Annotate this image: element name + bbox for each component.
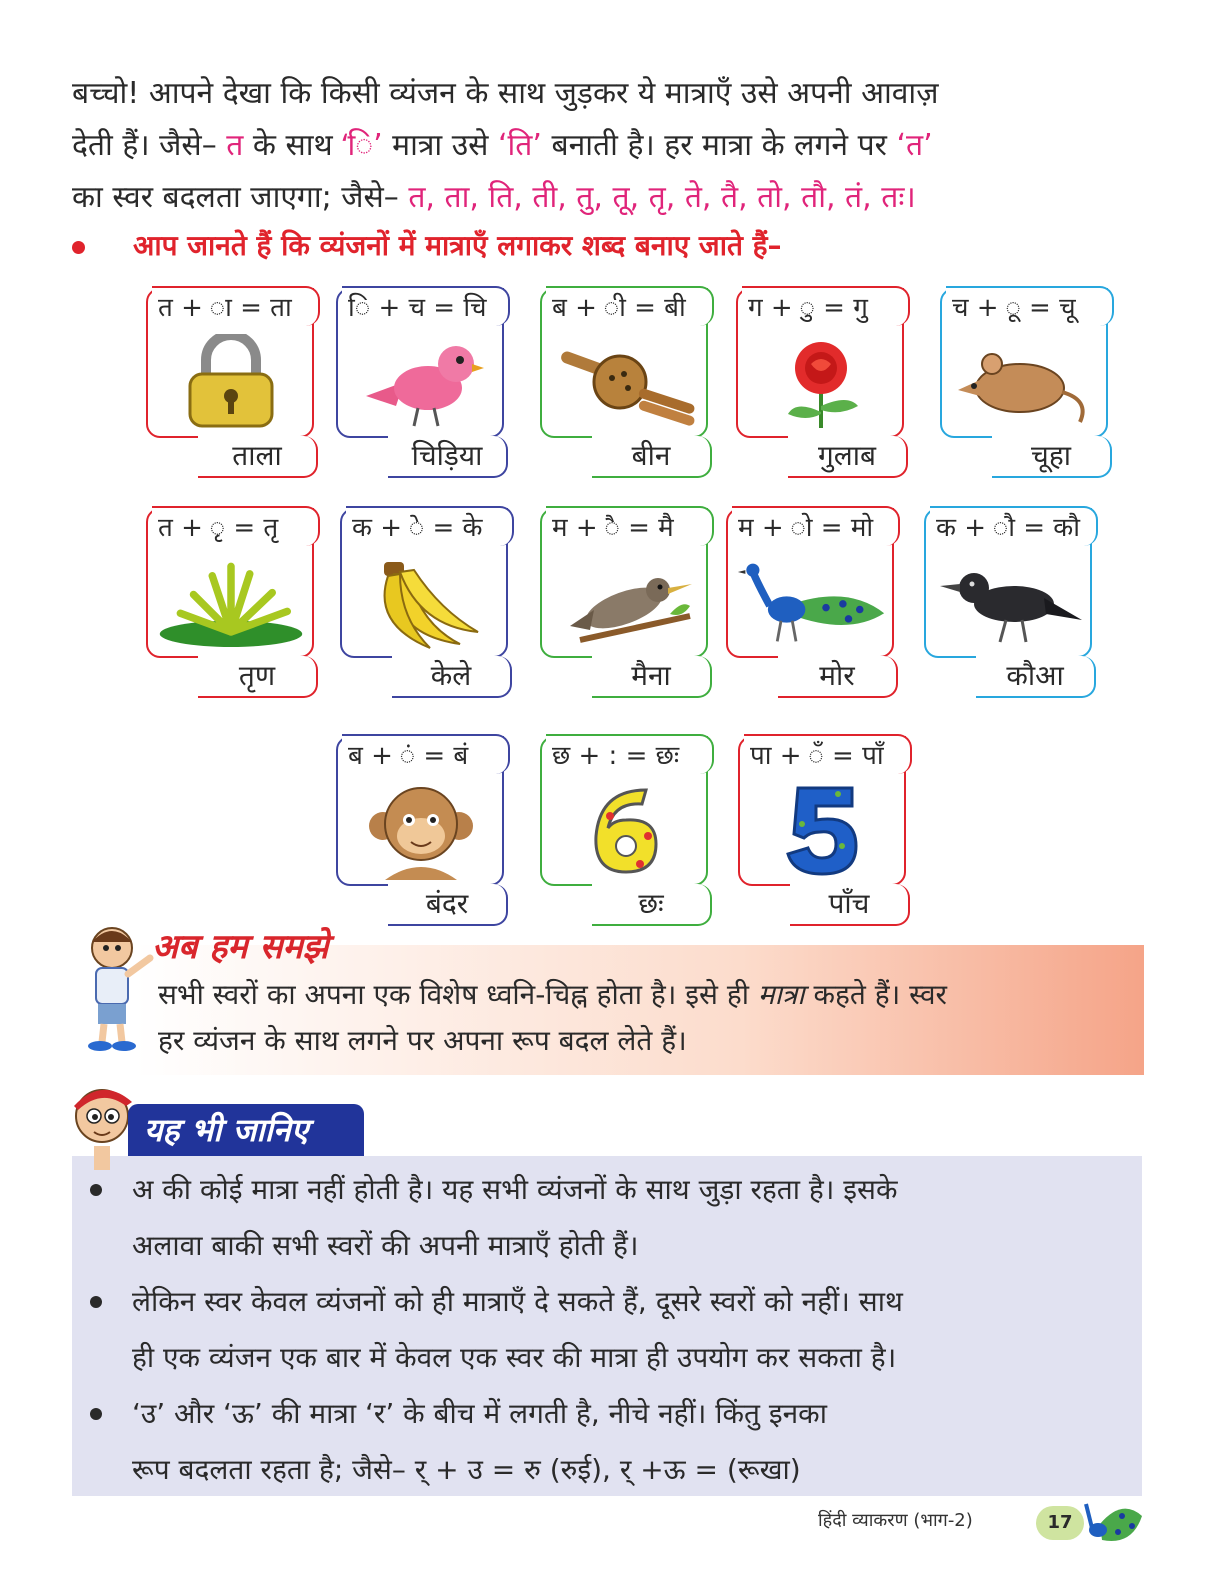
intro-line-1: बच्चो! आपने देखा कि किसी व्यंजन के साथ जुड़कर ये मात्राएँ उसे अपनी आवाज़ (72, 76, 939, 111)
card-equation: च + ू = चू (946, 286, 1114, 326)
been-flute-icon (550, 332, 700, 432)
card-word: तृण (198, 656, 318, 698)
card-equation: ब + ं = बं (342, 734, 510, 774)
page-number: 17 (1036, 1506, 1084, 1540)
card-word: मैना (592, 656, 712, 698)
card-word: गुलाब (788, 436, 908, 478)
card-equation: म + ै = मै (546, 506, 714, 546)
grass-icon (156, 552, 306, 652)
mouse-icon (950, 332, 1100, 432)
yah-bhi-janiye-title: यह भी जानिए (128, 1104, 364, 1156)
card-equation: ि + च = चि (342, 286, 510, 326)
card-word: चिड़िया (388, 436, 508, 478)
number-five-icon (748, 780, 898, 880)
boy-cap-icon (66, 1076, 136, 1174)
intro-paragraph (72, 68, 1147, 224)
list-item: अ की कोई मात्रा नहीं होती है। यह सभी व्यंजनों के साथ जुड़ा रहता है। इसके अलावा बाकी सभी स्वरों की अपनी मात्राएँ होती हैं। (86, 1162, 1136, 1274)
boy-pointing-icon (72, 922, 156, 1056)
crow-icon (934, 552, 1084, 652)
bird-icon (346, 332, 496, 432)
card-equation: ब + ी = बी (546, 286, 714, 326)
card-word: कौआ (976, 656, 1096, 698)
card-equation: क + ौ = कौ (930, 506, 1098, 546)
list-item: लेकिन स्वर केवल व्यंजनों को ही मात्राएँ दे सकते हैं, दूसरे स्वरों को नहीं। साथ ही एक व्यंजन एक बार में केवल एक स्वर की मात्रा ही उपयोग कर सकता है। (86, 1274, 1136, 1386)
number-six-icon (550, 780, 700, 880)
card-equation: पा + ँ = पाँ (744, 734, 912, 774)
card-equation: ग + ु = गु (742, 286, 910, 326)
myna-bird-icon (550, 552, 700, 652)
card-equation: छ + : = छः (546, 734, 714, 774)
card-word: छः (592, 884, 712, 926)
card-word: बंदर (388, 884, 508, 926)
card-word: चूहा (992, 436, 1112, 478)
lock-icon (156, 332, 306, 432)
card-equation: म + ो = मो (732, 506, 900, 546)
intro-line-3: का स्वर बदलता जाएगा; जैसे– त, ता, ति, ती, तु, तू, तृ, ते, तै, तो, तौ, तं, तः। (72, 180, 916, 215)
card-word: पाँच (790, 884, 910, 926)
card-equation: क + े = के (346, 506, 514, 546)
card-word: ताला (198, 436, 318, 478)
intro-line-2: देती हैं। जैसे– त के साथ ‘ि’ मात्रा उसे ‘ति’ बनाती है। हर मात्रा के लगने पर ‘त’ (72, 128, 933, 163)
peacock-footer-icon (1082, 1494, 1142, 1554)
monkey-icon (346, 780, 496, 880)
list-item: ‘उ’ और ‘ऊ’ की मात्रा ‘र’ के बीच में लगती है, नीचे नहीं। किंतु इनका रूप बदलता रहता है; जैसे– र् + उ = रु (रुई), र् +ऊ = (रूखा) (86, 1386, 1136, 1498)
banana-icon (350, 552, 500, 652)
ab-hum-samjhe-text: सभी स्वरों का अपना एक विशेष ध्वनि-चिह्न होता है। इसे ही मात्रा कहते हैं। स्वर हर व्यंजन के साथ लगने पर अपना रूप बदल लेते हैं। (158, 978, 948, 1057)
book-title: हिंदी व्याकरण (भाग-2) (818, 1510, 973, 1531)
yah-bhi-janiye-list (86, 1162, 1136, 1498)
ab-hum-samjhe-title: अब हम समझे (152, 927, 329, 967)
rose-icon (746, 332, 896, 432)
card-word: बीन (592, 436, 712, 478)
bullet-heading: आप जानते हैं कि व्यंजनों में मात्राएँ लगाकर शब्द बनाए जाते हैं– (72, 226, 782, 264)
card-equation: त + ृ = तृ (152, 506, 320, 546)
card-equation: त + ा = ता (152, 286, 320, 326)
card-word: मोर (778, 656, 898, 698)
card-word: केले (392, 656, 512, 698)
bullet-dot-icon (72, 241, 85, 254)
peacock-icon (736, 552, 886, 652)
